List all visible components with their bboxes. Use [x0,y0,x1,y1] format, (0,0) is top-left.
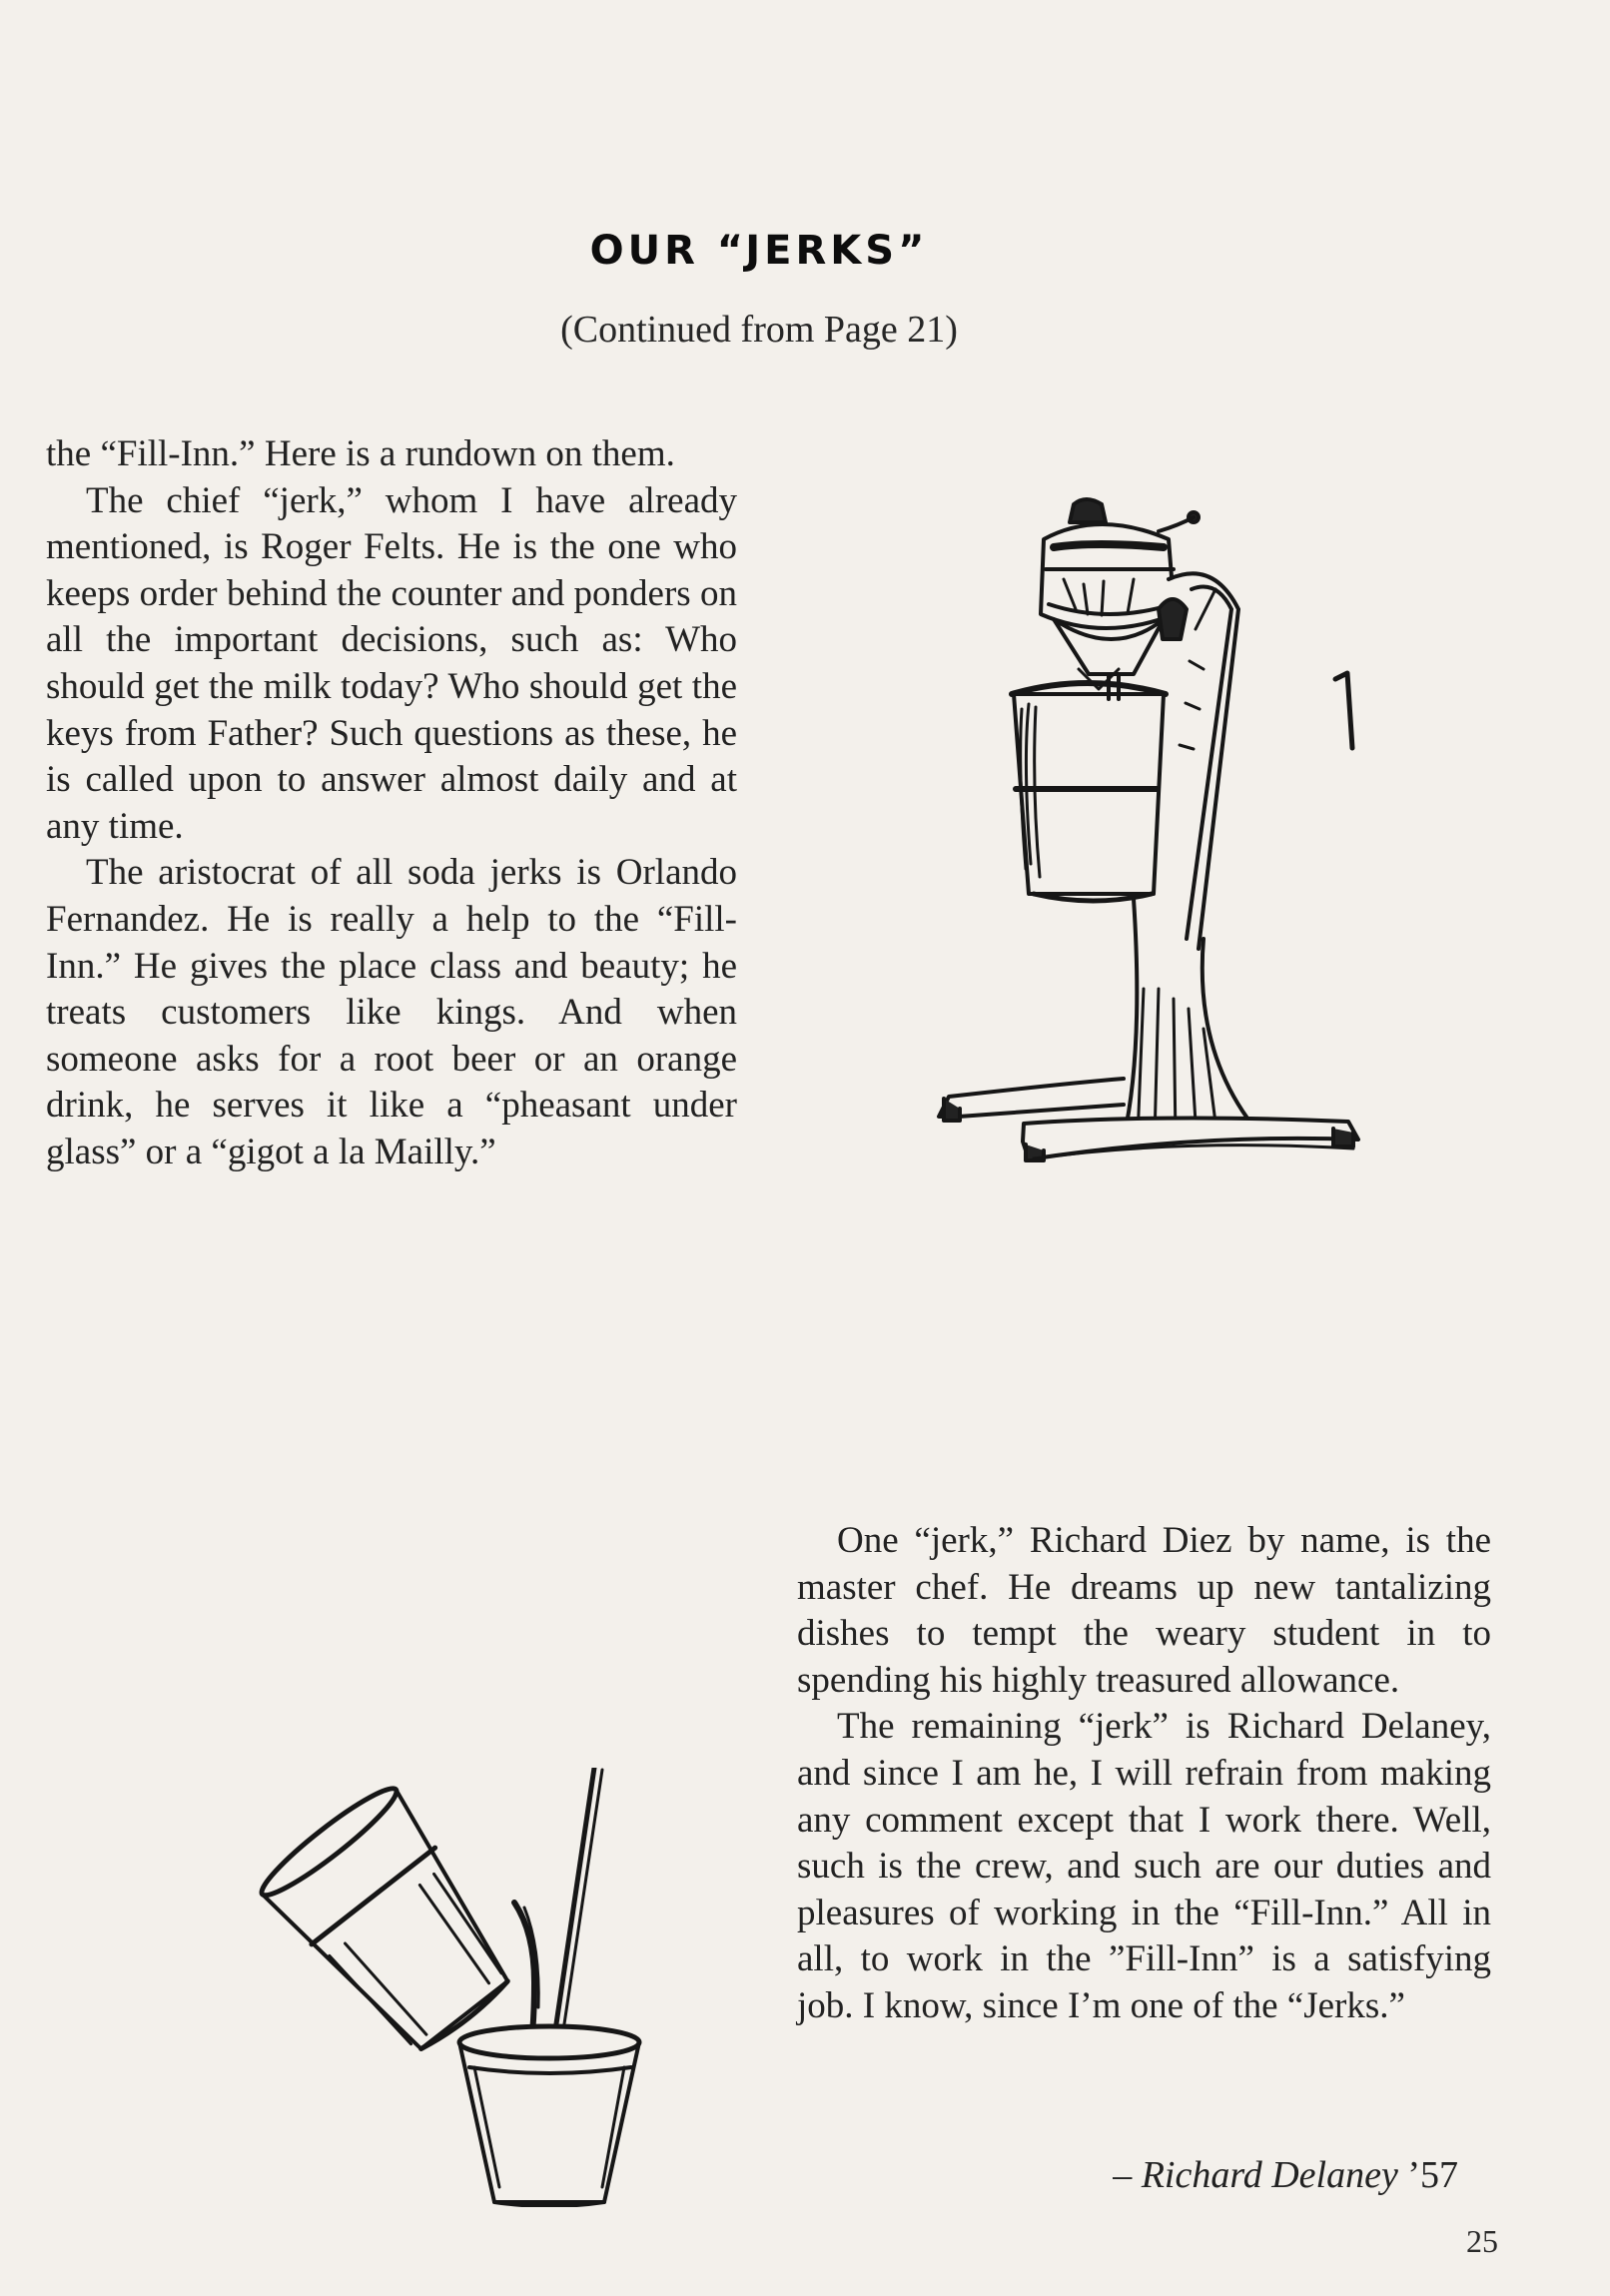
paragraph-chief-jerk: The chief “jerk,” whom I have already mentioned, is Roger Felts. He is the one who keeps order behind the counter and ponders on all the important decisions, such as: Who should get the milk today? Who should get the keys from Father? Such questions as these, he is called upon to answer almost daily and at any time. [46,479,737,847]
left-column [46,431,737,1176]
paragraph-remaining-jerk: The remaining “jerk” is Richard Delaney, and since I am he, I will refrain from making any comment except that I work there. Well, such is the crew, and such are our duties and pleasures of working in the “Fill-Inn.” All in all, to work in the ”Fill-Inn” is a satisfying job. I know, since I’m one of the “Jerks.” [797,1706,1491,2026]
right-column [797,1518,1491,2030]
paragraph-intro: the “Fill-Inn.” Here is a rundown on them. [46,433,675,474]
class-year: ’57 [1397,2154,1458,2196]
article-title: OUR “JERKS” [589,228,929,274]
paragraph-aristocrat: The aristocrat of all soda jerks is Orlando Fernandez. He is really a help to the “Fill-Inn.” He gives the place class and beauty; he treats customers like kings. And when someone asks for a root beer or an orange drink, he serves it like a “pheasant under glass” or a “gigot a la Mailly.” [46,852,737,1172]
page-number: 25 [1466,2223,1498,2259]
signature-dash: – [1113,2154,1142,2196]
milkshake-mixer-illustration [904,469,1363,1208]
pouring-cups-illustration [195,1768,674,2207]
author-name: Richard Delaney [1141,2154,1398,2196]
continuation-note: (Continued from Page 21) [560,309,958,351]
author-signature [899,2153,1458,2197]
paragraph-master-chef: One “jerk,” Richard Diez by name, is the master chef. He dreams up new tantalizing dishes to tempt the weary student in to spending his highly treasured allowance. [797,1520,1491,1701]
